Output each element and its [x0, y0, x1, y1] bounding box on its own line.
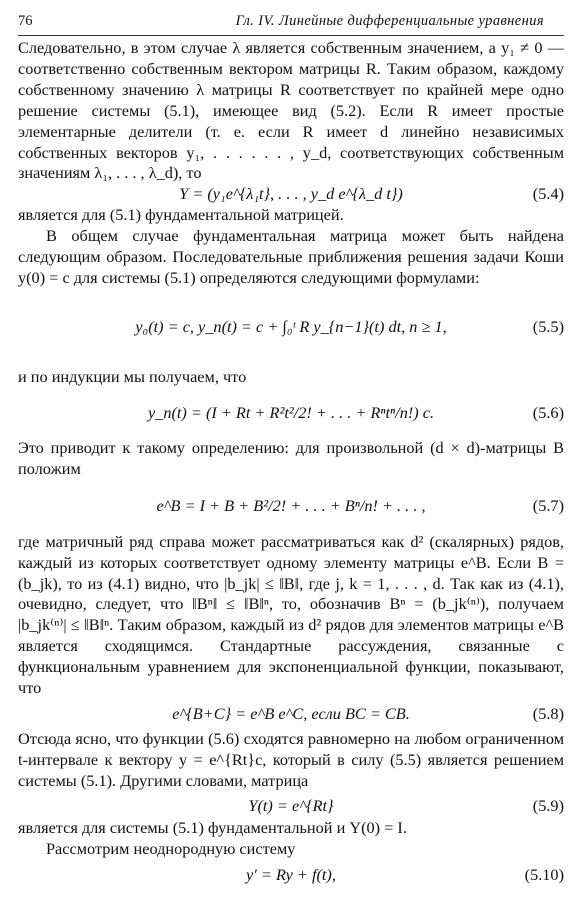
equation-5-6	[18, 388, 564, 438]
paragraph-8: является для системы (5.1) фундаментальной и Y(0) = I.	[18, 817, 407, 837]
paragraph-3: В общем случае фундаментальная матрица может быть найдена следующим образом. Последовательные приближения решения задачи Коши y(0) = c для системы (5.1) определяются следующими формулами:	[18, 226, 564, 288]
equation-5-9-number: (5.9)	[532, 795, 564, 815]
equation-5-10-body: y′ = Ry + f(t),	[246, 865, 336, 885]
page-body	[18, 38, 564, 889]
equation-5-5-number: (5.5)	[532, 316, 564, 336]
equation-5-6-number: (5.6)	[532, 402, 564, 422]
equation-5-7-body: e^B = I + B + B²/2! + . . . + Bⁿ/n! + . . . ,	[156, 495, 426, 515]
equation-5-9	[18, 792, 564, 818]
equation-5-5	[18, 289, 564, 367]
equation-5-7	[18, 480, 564, 532]
paragraph-7: Отсюда ясно, что функции (5.6) сходятся равномерно на любом ограниченном t-интервале к вектору y = e^{Rt}c, который в силу (5.5) является решением системы (5.1). Другими словами, матрица	[18, 728, 564, 790]
equation-5-4-body: Y = (y₁e^{λ₁t}, . . . , y_d e^{λ_d t})	[179, 184, 403, 204]
equation-5-8	[18, 699, 564, 729]
equation-5-6-body: y_n(t) = (I + Rt + R²t²/2! + . . . + Rⁿtⁿ/n!) c.	[147, 402, 435, 422]
equation-5-4-number: (5.4)	[532, 184, 564, 204]
paragraph-6: где матричный ряд справа может рассматриваться как d² (скалярных) рядов, каждый из которых соответствует одному элементу матрицы e^B. Если B = (b_jk), то из (4.1) видно, что |b_jk| ≤ ‖B‖, где j, k = 1, . . . , d. Так как из (4.1), очевидно, следует, что ‖Bⁿ‖ ≤ ‖B‖ⁿ, то, обозначив Bⁿ = (b_jk⁽ⁿ⁾), получаем |b_jk⁽ⁿ⁾| ≤ ‖B‖ⁿ. Таким образом, каждый из d² рядов для элементов матрицы e^B является сходящимся. Стандартные рассуждения, связанные с функциональным уравнением для экспоненциальной функции, показывают, что	[18, 531, 564, 698]
equation-5-9-body: Y(t) = e^{Rt}	[248, 795, 334, 815]
paragraph-4: и по индукции мы получаем, что	[18, 366, 247, 386]
equation-5-4	[18, 184, 564, 205]
paragraph-9: Рассмотрим неоднородную систему	[46, 838, 296, 858]
equation-5-10	[18, 859, 564, 889]
running-header	[18, 13, 564, 36]
equation-5-8-number: (5.8)	[532, 703, 564, 723]
equation-5-8-body: e^{B+C} = e^B e^C, если BC = CB.	[172, 703, 410, 723]
paragraph-2: является для (5.1) фундаментальной матрицей.	[18, 205, 344, 225]
equation-5-5-body: y₀(t) = c, y_n(t) = c + ∫₀ᵗ R y_{n−1}(t) dt, n ≥ 1,	[135, 316, 447, 336]
running-title: Гл. IV. Линейные дифференциальные уравнения	[235, 13, 544, 29]
equation-5-7-number: (5.7)	[532, 495, 564, 515]
page-number: 76	[18, 13, 33, 29]
paragraph-1: Следовательно, в этом случае λ является собственным значением, а y₁ ≠ 0 — соответственно собственным вектором матрицы R. Таким образом, каждому собственному значению λ матрицы R соответствует по крайней мере одно решение системы (5.1), имеющее вид (5.2). Если R имеет простые элементарные делители (т. е. если R имеет d линейно независимых собственных векторов y₁, . . . . . . , y_d, соответствующих собственным значениям λ₁, . . . , λ_d), то	[18, 38, 564, 183]
paragraph-5: Это приводит к такому определению: для произвольной (d × d)-матрицы B положим	[18, 437, 564, 478]
equation-5-10-number: (5.10)	[524, 865, 564, 885]
